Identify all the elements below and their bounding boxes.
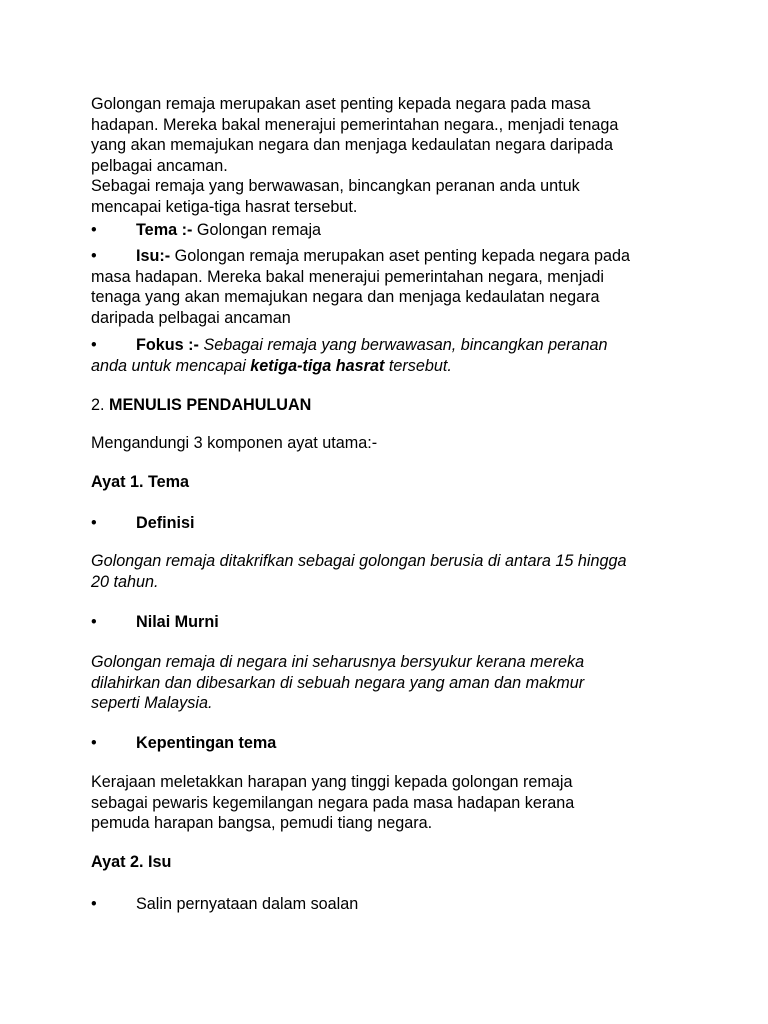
fokus-text: Sebagai remaja yang berwawasan, bincangkan peranan — [198, 336, 608, 354]
definisi-heading: Definisi — [136, 514, 195, 532]
section-title: MENULIS PENDAHULUAN — [109, 396, 312, 414]
isu-text: Golongan remaja merupakan aset penting kepada negara pada — [170, 247, 631, 265]
bullet-icon: • — [91, 336, 97, 354]
bullet-icon: • — [91, 247, 97, 265]
tema-text: Golongan remaja — [192, 221, 322, 239]
intro-line: yang akan memajukan negara dan menjaga kedaulatan negara daripada — [91, 136, 613, 154]
kepentingan-line: Kerajaan meletakkan harapan yang tinggi kepada golongan remaja — [91, 773, 573, 791]
definisi-line: Golongan remaja ditakrifkan sebagai golongan berusia di antara 15 hingga — [91, 552, 627, 570]
section-number: 2. — [91, 396, 109, 414]
fokus-emphasis: ketiga-tiga hasrat — [250, 356, 385, 375]
bullet-icon: • — [91, 895, 97, 913]
isu-line: masa hadapan. Mereka bakal menerajui pemerintahan negara, menjadi — [91, 267, 604, 286]
bullet-icon: • — [91, 734, 97, 752]
intro-line: pelbagai ancaman. — [91, 156, 228, 175]
kepentingan-heading: Kepentingan tema — [136, 734, 277, 752]
nilai-paragraph — [91, 652, 691, 714]
nilai-line: seperti Malaysia. — [91, 694, 213, 712]
nilai-line: dilahirkan dan dibesarkan di sebuah negara yang aman dan makmur — [91, 673, 585, 692]
ayat1-heading: Ayat 1. Tema — [91, 473, 190, 491]
ayat2-heading: Ayat 2. Isu — [91, 853, 172, 871]
salin-text: Salin pernyataan dalam soalan — [136, 895, 359, 913]
nilai-heading: Nilai Murni — [136, 613, 219, 631]
isu-label: Isu:- — [136, 247, 171, 265]
tema-label: Tema :- — [136, 221, 193, 239]
components-text: Mengandungi 3 komponen ayat utama:- — [91, 434, 378, 452]
isu-line: daripada pelbagai ancaman — [91, 308, 291, 327]
nilai-line: Golongan remaja di negara ini seharusnya bersyukur kerana mereka — [91, 653, 585, 671]
fokus-bullet-item — [91, 335, 691, 376]
bullet-icon: • — [91, 221, 97, 239]
intro-paragraph — [91, 94, 691, 217]
definisi-line: 20 tahun. — [91, 572, 159, 591]
bullet-icon: • — [91, 613, 97, 631]
intro-line: hadapan. Mereka bakal menerajui pemerintahan negara., menjadi tenaga — [91, 115, 619, 134]
intro-line: Golongan remaja merupakan aset penting kepada negara pada masa — [91, 95, 591, 113]
kepentingan-line: pemuda harapan bangsa, pemudi tiang negara. — [91, 814, 433, 832]
fokus-text: anda untuk mencapai — [91, 356, 251, 375]
kepentingan-paragraph — [91, 772, 691, 834]
definisi-paragraph — [91, 551, 691, 592]
kepentingan-line: sebagai pewaris kegemilangan negara pada masa hadapan kerana — [91, 793, 575, 812]
isu-bullet-item — [91, 246, 691, 328]
fokus-label: Fokus :- — [136, 336, 199, 354]
isu-line: tenaga yang akan memajukan negara dan menjaga kedaulatan negara — [91, 288, 600, 306]
intro-line: mencapai ketiga-tiga hasrat tersebut. — [91, 197, 358, 216]
fokus-text: tersebut. — [384, 356, 452, 375]
section-heading — [91, 395, 691, 416]
bullet-icon: • — [91, 514, 97, 532]
intro-line: Sebagai remaja yang berwawasan, bincangkan peranan anda untuk — [91, 177, 580, 195]
